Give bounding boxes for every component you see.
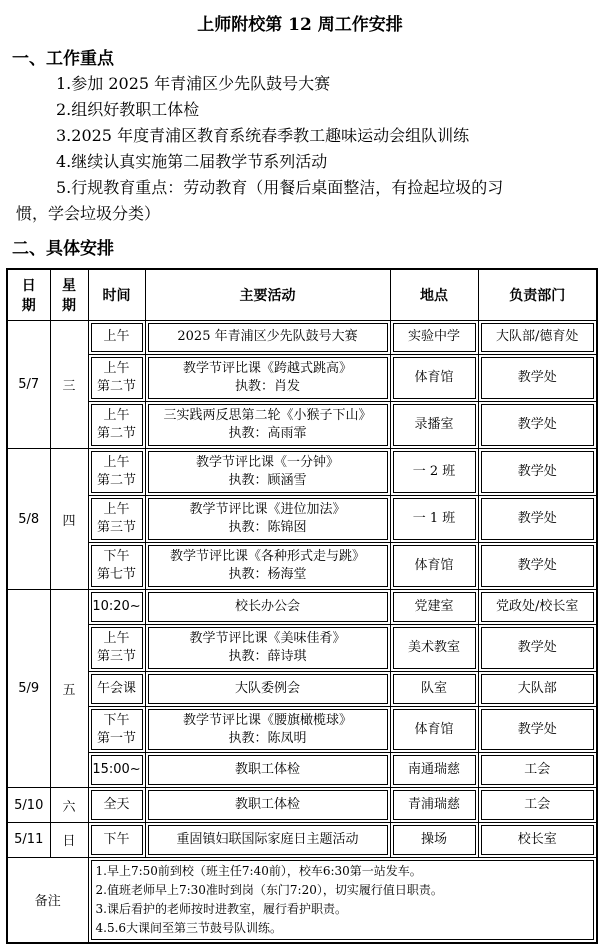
table-row: [7, 320, 597, 355]
activity-cell: 教学节评比课《进位加法》 执教：陈锦囡: [145, 496, 390, 543]
table-row: [7, 402, 597, 449]
focus-item-continuation: 惯，学会垃圾分类）: [16, 204, 161, 223]
weekday-cell: 日: [50, 822, 88, 857]
dept-cell: 工会: [478, 788, 597, 823]
dept-cell: 教学处: [478, 402, 597, 449]
place-cell: 队室: [390, 671, 478, 706]
note-item: 2.值班老师早上7:30准时到岗（东门7:20），切实履行值日职责。: [95, 882, 443, 897]
time-cell: 上午 第二节: [88, 402, 145, 449]
focus-list: [12, 71, 592, 227]
notes-label: 备注: [7, 857, 88, 943]
activity-cell: 重固镇妇联国际家庭日主题活动: [145, 822, 390, 857]
dept-cell: 教学处: [478, 706, 597, 753]
dept-cell: 校长室: [478, 822, 597, 857]
date-cell: 5/8: [7, 449, 50, 590]
place-cell: 一 1 班: [390, 496, 478, 543]
schedule-table: [6, 268, 598, 944]
date-cell: 5/10: [7, 788, 50, 823]
activity-cell: 教学节评比课《跨越式跳高》 执教：肖发: [145, 355, 390, 402]
header-place: 地点: [390, 269, 478, 320]
weekday-cell: 六: [50, 788, 88, 823]
table-header-row: [7, 269, 597, 320]
dept-cell: 教学处: [478, 543, 597, 590]
time-cell: 下午: [88, 822, 145, 857]
focus-item: 1.参加 2025 年青浦区少先队鼓号大赛: [56, 74, 331, 93]
table-row: [7, 543, 597, 590]
table-row: [7, 671, 597, 706]
activity-cell: 大队委例会: [145, 671, 390, 706]
time-cell: 上午: [88, 320, 145, 355]
place-cell: 体育馆: [390, 355, 478, 402]
activity-cell: 教职工体检: [145, 788, 390, 823]
note-item: 3.课后看护的老师按时进教室，履行看护职责。: [95, 901, 347, 916]
table-row: [7, 590, 597, 625]
place-cell: 南通瑞慈: [390, 753, 478, 788]
activity-cell: 教学节评比课《一分钟》 执教：顾涵雪: [145, 449, 390, 496]
date-cell: 5/9: [7, 590, 50, 788]
dept-cell: 大队部: [478, 671, 597, 706]
focus-item: 3.2025 年度青浦区教育系统春季教工趣味运动会组队训练: [56, 126, 470, 145]
dept-cell: 党政处/校长室: [478, 590, 597, 625]
date-cell: 5/7: [7, 320, 50, 449]
notes-row: [7, 857, 597, 943]
activity-cell: 教学节评比课《各种形式走与跳》 执教：杨海堂: [145, 543, 390, 590]
activity-cell: 教学节评比课《腰旗橄榄球》 执教：陈凤明: [145, 706, 390, 753]
table-row: [7, 822, 597, 857]
activity-cell: 教职工体检: [145, 753, 390, 788]
header-weekday: 星 期: [50, 269, 88, 320]
dept-cell: 教学处: [478, 355, 597, 402]
header-activity: 主要活动: [145, 269, 390, 320]
section-heading-focus: 一、工作重点: [12, 49, 114, 69]
dept-cell: 工会: [478, 753, 597, 788]
place-cell: 党建室: [390, 590, 478, 625]
note-item: 1.早上7:50前到校（班主任7:40前），校车6:30第一站发车。: [95, 863, 422, 878]
activity-cell: 2025 年青浦区少先队鼓号大赛: [145, 320, 390, 355]
activity-cell: 三实践两反思第二轮《小猴子下山》 执教：高雨霏: [145, 402, 390, 449]
time-cell: 全天: [88, 788, 145, 823]
place-cell: 操场: [390, 822, 478, 857]
place-cell: 青浦瑞慈: [390, 788, 478, 823]
header-dept: 负责部门: [478, 269, 597, 320]
time-cell: 下午 第七节: [88, 543, 145, 590]
dept-cell: 教学处: [478, 624, 597, 671]
weekday-cell: 四: [50, 449, 88, 590]
header-date: 日 期: [7, 269, 50, 320]
section-heading-schedule: 二、具体安排: [12, 239, 114, 259]
time-cell: 上午 第二节: [88, 449, 145, 496]
weekday-cell: 三: [50, 320, 88, 449]
dept-cell: 大队部/德育处: [478, 320, 597, 355]
notes-cell: [88, 857, 597, 943]
time-cell: 上午 第三节: [88, 496, 145, 543]
table-row: [7, 449, 597, 496]
dept-cell: 教学处: [478, 496, 597, 543]
table-row: [7, 496, 597, 543]
place-cell: 实验中学: [390, 320, 478, 355]
activity-cell: 教学节评比课《美味佳肴》 执教：薛诗琪: [145, 624, 390, 671]
page-title: 上师附校第 12 周工作安排: [197, 15, 403, 35]
header-time: 时间: [88, 269, 145, 320]
focus-item: 4.继续认真实施第二届教学节系列活动: [56, 152, 328, 171]
time-cell: 15:00~: [88, 753, 145, 788]
table-row: [7, 624, 597, 671]
time-cell: 午会课: [88, 671, 145, 706]
note-item: 4.5.6大课间至第三节鼓号队训练。: [95, 920, 283, 935]
focus-item: 2.组织好教职工体检: [56, 100, 200, 119]
table-row: [7, 788, 597, 823]
time-cell: 10:20~: [88, 590, 145, 625]
time-cell: 上午 第二节: [88, 355, 145, 402]
focus-item: 5.行规教育重点：劳动教育（用餐后桌面整洁，有捡起垃圾的习: [56, 178, 504, 197]
weekday-cell: 五: [50, 590, 88, 788]
time-cell: 上午 第三节: [88, 624, 145, 671]
table-row: [7, 706, 597, 753]
place-cell: 录播室: [390, 402, 478, 449]
place-cell: 体育馆: [390, 706, 478, 753]
table-row: [7, 355, 597, 402]
place-cell: 美术教室: [390, 624, 478, 671]
place-cell: 体育馆: [390, 543, 478, 590]
table-row: [7, 753, 597, 788]
place-cell: 一 2 班: [390, 449, 478, 496]
dept-cell: 教学处: [478, 449, 597, 496]
activity-cell: 校长办公会: [145, 590, 390, 625]
date-cell: 5/11: [7, 822, 50, 857]
time-cell: 下午 第一节: [88, 706, 145, 753]
